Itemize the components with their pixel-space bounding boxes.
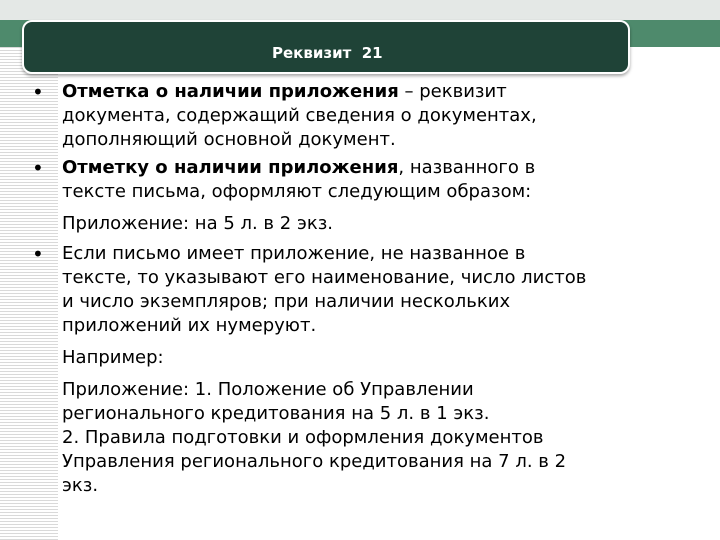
bullet: •	[32, 156, 44, 180]
example-2-line-1: Приложение: 1. Положение об Управлении	[62, 379, 474, 400]
item-1-line-3: дополняющий основной документ.	[62, 129, 396, 150]
example-2-line-5: экз.	[62, 475, 99, 496]
example-2-line-2: регионального кредитования на 5 л. в 1 экз.	[62, 403, 490, 424]
list-item-3	[30, 242, 702, 338]
item-2-bold: Отметку о наличии приложения	[62, 157, 399, 178]
example-2-line-4: Управления регионального кредитования на 7 л. в 2	[62, 451, 567, 472]
example-2-line-3: 2. Правила подготовки и оформления документов	[62, 427, 544, 448]
top-light-strip	[0, 0, 720, 20]
item-1-bold: Отметка о наличии приложения	[62, 81, 399, 102]
item-3-line-1: Если письмо имеет приложение, не названное в	[62, 243, 526, 264]
item-1-line-1	[62, 80, 702, 104]
bullet: •	[32, 80, 44, 104]
example-1-text: Приложение: на 5 л. в 2 экз.	[62, 213, 333, 234]
example-2	[30, 378, 702, 498]
item-2-text: , названного в	[398, 157, 536, 178]
list-item-2	[30, 156, 702, 204]
item-2-line-1	[62, 156, 702, 180]
item-1-text: – реквизит	[398, 81, 507, 102]
example-intro-text: Например:	[62, 347, 164, 368]
item-3-line-4: приложений их нумеруют.	[62, 315, 317, 336]
item-3-line-2: тексте, то указывают его наименование, число листов	[62, 267, 587, 288]
slide-title: Реквизит 21	[272, 44, 383, 62]
list-item-1	[30, 80, 702, 152]
slide-content	[30, 80, 702, 504]
bullet: •	[32, 242, 44, 266]
example-intro	[30, 346, 702, 370]
item-1-line-2: документа, содержащий сведения о документах,	[62, 105, 537, 126]
item-2-line-2: тексте письма, оформляют следующим образом:	[62, 181, 532, 202]
example-1	[30, 212, 702, 236]
item-3-line-3: и число экземпляров; при наличии нескольких	[62, 291, 511, 312]
